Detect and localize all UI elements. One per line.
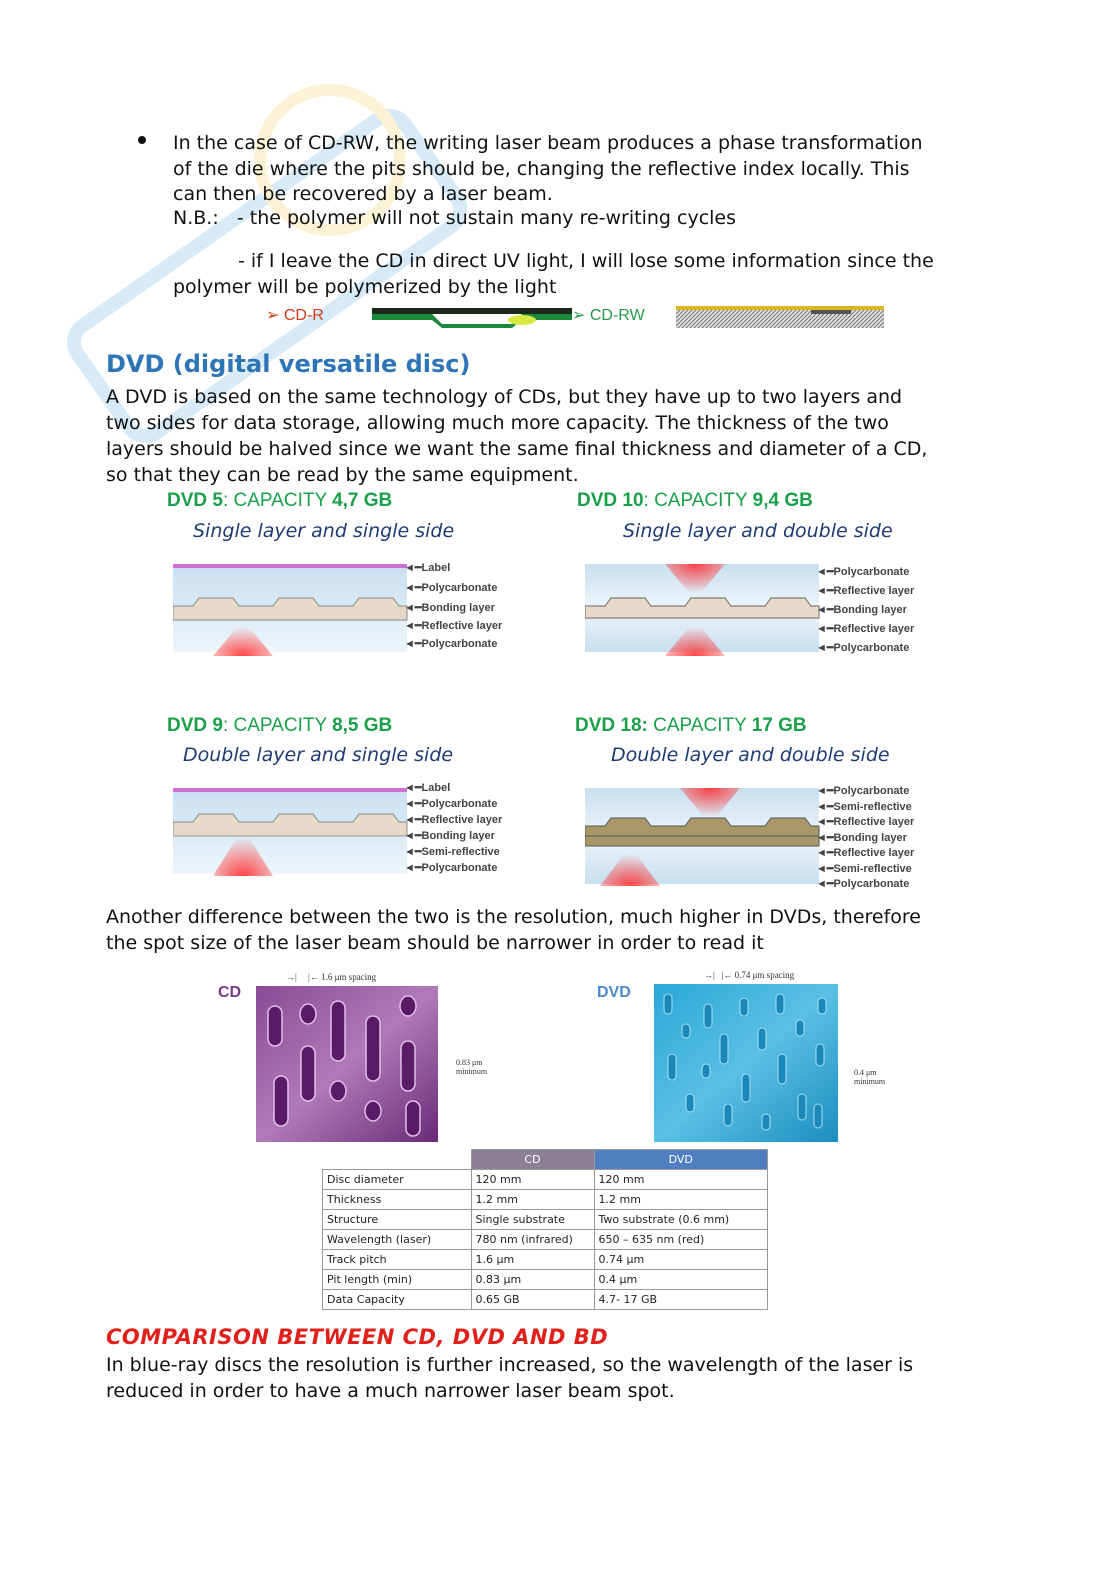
dvd10-diagram <box>585 560 825 656</box>
resolution-paragraph <box>106 904 1006 956</box>
comparison-paragraph <box>106 1352 1006 1404</box>
dvd-micro-label: DVD <box>597 984 631 1001</box>
dvd9-subtitle: Double layer and single side <box>183 744 454 766</box>
dvd-min-label: 0.4 μm minimum <box>854 1068 886 1086</box>
dvd5-diagram <box>173 560 413 656</box>
arrow-icon: ◄━ <box>404 830 422 842</box>
table-header-empty <box>323 1150 472 1170</box>
arrow-icon: ◄━ <box>816 785 834 797</box>
arrow-icon: ◄━ <box>816 831 834 844</box>
para-line: reduced in order to have a much narrower laser beam spot. <box>106 1380 675 1402</box>
bullet-line: of the die where the pits should be, changing the reflective index locally. This <box>173 158 910 180</box>
dvd9-diagram <box>173 784 413 876</box>
dvd-pits-image <box>654 984 838 1142</box>
bullet-dot <box>138 136 146 144</box>
dvd18-subtitle: Double layer and double side <box>611 744 890 766</box>
arrow-icon: ◄━ <box>404 798 422 810</box>
nb-line-3: polymer will be polymerized by the light <box>173 276 557 298</box>
dvd18-diagram <box>585 784 825 886</box>
cd-spacing-label: →| |← 1.6 μm spacing <box>286 972 377 982</box>
arrow-icon: →| |← <box>286 972 322 982</box>
arrow-icon: ◄━ <box>816 800 834 813</box>
dvd18-title: DVD 18: CAPACITY 17 GB <box>575 715 807 736</box>
arrow-icon: ◄━ <box>404 602 422 614</box>
nb-line: N.B.: - the polymer will not sustain many re-writing cycles <box>173 207 737 229</box>
para-line: Another difference between the two is the resolution, much higher in DVDs, therefore <box>106 906 921 928</box>
table-row: Wavelength (laser) 780 nm (infrared) 650 – 635 nm (red) <box>323 1230 768 1250</box>
cdrw-cross-section-diagram <box>676 306 884 330</box>
table-row: Track pitch 1.6 μm 0.74 μm <box>323 1250 768 1270</box>
dvd10-subtitle: Single layer and double side <box>623 520 893 542</box>
cdrw-label: ➢ CD-RW <box>572 307 645 324</box>
table-row: Data Capacity 0.65 GB 4.7- 17 GB <box>323 1290 768 1310</box>
arrow-icon: ◄━ <box>404 582 422 594</box>
arrow-icon: ◄━ <box>404 562 422 574</box>
bullet-text <box>173 130 1033 230</box>
cd-micro-label: CD <box>218 984 242 1001</box>
arrow-icon: ◄━ <box>816 878 834 890</box>
dvd9-layer-labels: ◄━Label ◄━Polycarbonate ◄━Reflective layer ◄━Bonding layer ◄━Semi-reflective ◄━Polycarbonate <box>404 782 503 874</box>
dvd-spacing-label: →| |← 0.74 μm spacing <box>704 970 795 980</box>
cd-cross-section-diagram <box>372 306 572 330</box>
dvd5-subtitle: Single layer and single side <box>193 520 455 542</box>
para-line: so that they can be read by the same equipment. <box>106 464 579 486</box>
arrow-icon: ◄━ <box>816 585 834 597</box>
arrow-icon: ◄━ <box>404 846 422 858</box>
cd-dvd-comparison-table <box>322 1149 768 1310</box>
comparison-heading: COMPARISON BETWEEN CD, DVD AND BD <box>106 1325 609 1349</box>
dvd-heading: DVD (digital versatile disc) <box>106 350 471 378</box>
dvd18-layer-labels: ◄━Polycarbonate ◄━Semi-reflective ◄━Reflective layer ◄━Bonding layer ◄━Reflective layer ◄━Semi-reflective ◄━Polycarbonate <box>816 785 915 890</box>
para-line: two sides for data storage, allowing much more capacity. The thickness of the two <box>106 412 889 434</box>
arrow-icon: ◄━ <box>404 782 422 794</box>
dvd10-title: DVD 10: CAPACITY 9,4 GB <box>577 490 813 511</box>
para-line: layers should be halved since we want the same final thickness and diameter of a CD, <box>106 438 928 460</box>
para-line: A DVD is based on the same technology of CDs, but they have up to two layers and <box>106 386 903 408</box>
dvd5-layer-labels: ◄━Label ◄━Polycarbonate ◄━Bonding layer ◄━Reflective layer ◄━Polycarbonate <box>404 562 503 650</box>
table-row: Thickness 1.2 mm 1.2 mm <box>323 1190 768 1210</box>
arrow-icon: ◄━ <box>404 620 422 632</box>
arrow-icon: ◄━ <box>404 814 422 826</box>
cdr-label: ➢ CD-R <box>266 307 324 324</box>
arrow-icon: ◄━ <box>404 638 422 650</box>
table-header-row <box>323 1150 768 1170</box>
para-line: the spot size of the laser beam should be narrower in order to read it <box>106 932 764 954</box>
arrow-icon: ➢ <box>266 307 284 324</box>
arrow-icon: →| |← <box>704 970 735 980</box>
dvd5-title: DVD 5: CAPACITY 4,7 GB <box>167 490 393 511</box>
arrow-icon: ◄━ <box>816 604 834 616</box>
nb-line-2: - if I leave the CD in direct UV light, I will lose some information since the <box>238 250 934 272</box>
arrow-icon: ◄━ <box>816 816 834 828</box>
table-row: Pit length (min) 0.83 μm 0.4 μm <box>323 1270 768 1290</box>
arrow-icon: ➢ <box>572 307 590 324</box>
bullet-line: In the case of CD-RW, the writing laser beam produces a phase transformation <box>173 132 923 154</box>
para-line: In blue-ray discs the resolution is further increased, so the wavelength of the laser is <box>106 1354 914 1376</box>
bullet-line: can then be recovered by a laser beam. <box>173 183 553 205</box>
cd-min-label: 0.83 μm minimum <box>456 1058 488 1076</box>
dvd-paragraph <box>106 384 1006 488</box>
dvd9-title: DVD 9: CAPACITY 8,5 GB <box>167 715 393 736</box>
arrow-icon: ◄━ <box>816 847 834 859</box>
table-row: Structure Single substrate Two substrate (0.6 mm) <box>323 1210 768 1230</box>
table-header-cd: CD <box>471 1150 594 1170</box>
cd-pits-image <box>256 986 438 1142</box>
dvd10-layer-labels: ◄━Polycarbonate ◄━Reflective layer ◄━Bonding layer ◄━Reflective layer ◄━Polycarbonate <box>816 566 915 654</box>
arrow-icon: ◄━ <box>816 623 834 635</box>
table-row: Disc diameter 120 mm 120 mm <box>323 1170 768 1190</box>
arrow-icon: ◄━ <box>816 642 834 654</box>
arrow-icon: ◄━ <box>816 862 834 875</box>
arrow-icon: ◄━ <box>816 566 834 578</box>
table-header-dvd: DVD <box>594 1150 768 1170</box>
arrow-icon: ◄━ <box>404 862 422 874</box>
